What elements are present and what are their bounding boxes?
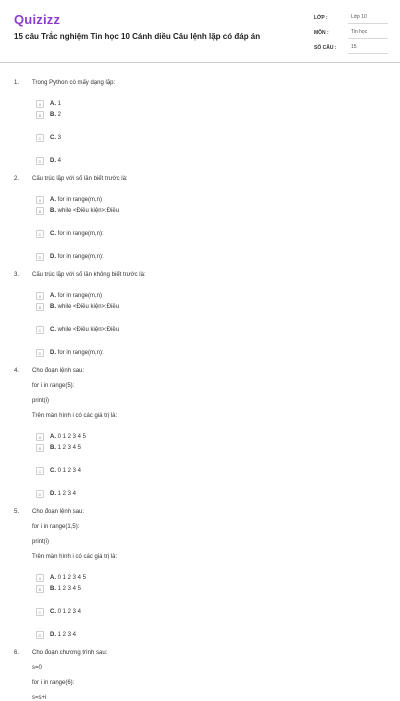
question-text: Cấu trúc lặp với số lần không biết trước là: [32, 272, 146, 278]
option-label [50, 101, 61, 107]
option-key: A. [50, 196, 56, 203]
option-text: 1 2 3 4 5 [56, 444, 82, 451]
quizizz-logo: Quizizz [14, 12, 61, 27]
option-label [50, 135, 61, 141]
option-letter-box: C [36, 608, 44, 616]
question-number: 2. [14, 176, 20, 182]
question-heading [14, 368, 386, 374]
option-letter-box: C [36, 134, 44, 142]
option-letter-box: B [36, 207, 44, 215]
question-text: Cho đoạn chương trình sau: [32, 650, 108, 656]
option-label [50, 434, 86, 440]
answer-options [14, 194, 386, 262]
question-2 [14, 176, 386, 262]
option-letter-box: D [36, 157, 44, 165]
option-letter-box: C [36, 326, 44, 334]
question-number: 4. [14, 368, 20, 374]
option-label [50, 575, 86, 581]
option-a[interactable] [36, 572, 220, 583]
option-letter-box: D [36, 253, 44, 261]
option-letter-box: A [36, 196, 44, 204]
option-text: for in range(m,n): [56, 349, 104, 356]
question-heading [14, 176, 386, 182]
option-label [50, 293, 102, 299]
question-heading [14, 650, 386, 656]
option-letter-box: A [36, 574, 44, 582]
question-text: Cho đoạn lệnh sau: [32, 368, 85, 374]
option-label [50, 208, 119, 214]
option-c[interactable] [36, 228, 220, 239]
option-label [50, 350, 104, 356]
question-code-line: print(i) [32, 398, 50, 404]
option-key: C. [50, 467, 56, 474]
answer-options [14, 98, 386, 166]
option-text: while <Điều kiện>:Điều [56, 303, 120, 310]
option-key: C. [50, 608, 56, 615]
question-number: 1. [14, 80, 20, 86]
question-4 [14, 368, 386, 499]
option-label [50, 158, 61, 164]
option-key: C. [50, 230, 56, 237]
option-text: 0 1 2 3 4 5 [56, 433, 87, 440]
option-key: B. [50, 111, 56, 118]
meta-subject-label: MÔN : [314, 29, 329, 36]
question-code-line: Trên màn hình i có các giá trị là: [32, 413, 118, 419]
question-list [0, 80, 400, 701]
option-b[interactable] [36, 109, 220, 120]
option-letter-box: A [36, 292, 44, 300]
option-b[interactable] [36, 301, 220, 312]
option-text: while <Điều kiện>:Điều [56, 207, 120, 214]
option-d[interactable] [36, 251, 220, 262]
option-letter-box: B [36, 444, 44, 452]
question-6 [14, 650, 386, 701]
option-label [50, 586, 81, 592]
option-key: D. [50, 349, 56, 356]
meta-count-value: 15 [348, 42, 388, 54]
option-text: 1 [56, 100, 62, 107]
question-number: 5. [14, 509, 20, 515]
option-letter-box: C [36, 467, 44, 475]
meta-count-row [314, 40, 388, 55]
option-label [50, 231, 104, 237]
worksheet-header [0, 0, 400, 63]
option-key: D. [50, 631, 56, 638]
option-b[interactable] [36, 205, 220, 216]
option-label [50, 327, 119, 333]
option-key: A. [50, 574, 56, 581]
option-letter-box: D [36, 349, 44, 357]
option-c[interactable] [36, 465, 220, 476]
option-text: 2 [56, 111, 62, 118]
option-c[interactable] [36, 324, 220, 335]
meta-subject-row [314, 25, 388, 40]
option-label [50, 632, 76, 638]
option-text: 1 2 3 4 [56, 490, 77, 497]
option-c[interactable] [36, 606, 220, 617]
question-code-line: s=0 [32, 665, 42, 671]
option-text: for in range(m,n) [56, 196, 103, 203]
option-label [50, 609, 81, 615]
option-c[interactable] [36, 132, 220, 143]
option-label [50, 254, 104, 260]
question-3 [14, 272, 386, 358]
option-key: B. [50, 444, 56, 451]
question-number: 3. [14, 272, 20, 278]
option-key: D. [50, 157, 56, 164]
question-heading [14, 80, 386, 86]
answer-options [14, 290, 386, 358]
question-code-line: print(i) [32, 539, 50, 545]
option-b[interactable] [36, 583, 220, 594]
option-label [50, 468, 81, 474]
option-a[interactable] [36, 98, 220, 109]
option-key: B. [50, 585, 56, 592]
option-b[interactable] [36, 442, 220, 453]
option-key: C. [50, 326, 56, 333]
question-code-line: for i in range(5): [32, 383, 75, 389]
option-key: B. [50, 207, 56, 214]
option-letter-box: A [36, 433, 44, 441]
option-label [50, 112, 61, 118]
option-letter-box: B [36, 111, 44, 119]
option-d[interactable] [36, 488, 220, 499]
option-key: D. [50, 490, 56, 497]
meta-subject-value: Tin học [348, 27, 388, 39]
meta-class-label: LỚP : [314, 14, 328, 21]
question-5 [14, 509, 386, 640]
worksheet-title: 15 câu Trắc nghiệm Tin học 10 Cánh diều Câu lệnh lặp có đáp án [14, 32, 261, 41]
question-code-line: s=s+i [32, 695, 47, 701]
option-text: for in range(m,n) [56, 292, 103, 299]
option-label [50, 491, 76, 497]
option-label [50, 445, 81, 451]
option-key: C. [50, 134, 56, 141]
question-text: Cấu trúc lặp với số lần biết trước là: [32, 176, 128, 182]
option-text: while <Điều kiện>:Điều [56, 326, 120, 333]
question-text: Cho đoạn lệnh sau: [32, 509, 85, 515]
option-letter-box: A [36, 100, 44, 108]
option-d[interactable] [36, 629, 220, 640]
option-letter-box: D [36, 631, 44, 639]
option-text: for in range(m,n): [56, 230, 104, 237]
option-letter-box: B [36, 303, 44, 311]
answer-options [14, 431, 386, 499]
meta-class-value: Lớp 10 [348, 12, 388, 24]
worksheet-meta [314, 10, 388, 55]
option-key: A. [50, 433, 56, 440]
option-text: 0 1 2 3 4 5 [56, 574, 87, 581]
question-heading [14, 509, 386, 515]
option-text: 1 2 3 4 [56, 631, 77, 638]
option-a[interactable] [36, 431, 220, 442]
option-letter-box: B [36, 585, 44, 593]
option-text: 0 1 2 3 4 [56, 608, 82, 615]
option-text: 3 [56, 134, 62, 141]
question-code-line: Trên màn hình i có các giá trị là: [32, 554, 118, 560]
question-code-line: for i in range(1,5): [32, 524, 80, 530]
option-key: D. [50, 253, 56, 260]
question-number: 6. [14, 650, 20, 656]
question-text: Trong Python có mấy dạng lặp: [32, 80, 116, 86]
option-key: A. [50, 100, 56, 107]
option-key: B. [50, 303, 56, 310]
option-d[interactable] [36, 155, 220, 166]
option-d[interactable] [36, 347, 220, 358]
option-text: for in range(m,n): [56, 253, 104, 260]
option-text: 1 2 3 4 5 [56, 585, 82, 592]
meta-count-label: SỐ CÂU : [314, 44, 337, 51]
option-a[interactable] [36, 194, 220, 205]
option-text: 4 [56, 157, 62, 164]
answer-options [14, 572, 386, 640]
question-code-line: for i in range(6): [32, 680, 75, 686]
option-letter-box: D [36, 490, 44, 498]
option-label [50, 197, 102, 203]
option-a[interactable] [36, 290, 220, 301]
option-letter-box: C [36, 230, 44, 238]
option-label [50, 304, 119, 310]
question-heading [14, 272, 386, 278]
question-1 [14, 80, 386, 166]
option-key: A. [50, 292, 56, 299]
option-text: 0 1 2 3 4 [56, 467, 82, 474]
meta-class-row [314, 10, 388, 25]
